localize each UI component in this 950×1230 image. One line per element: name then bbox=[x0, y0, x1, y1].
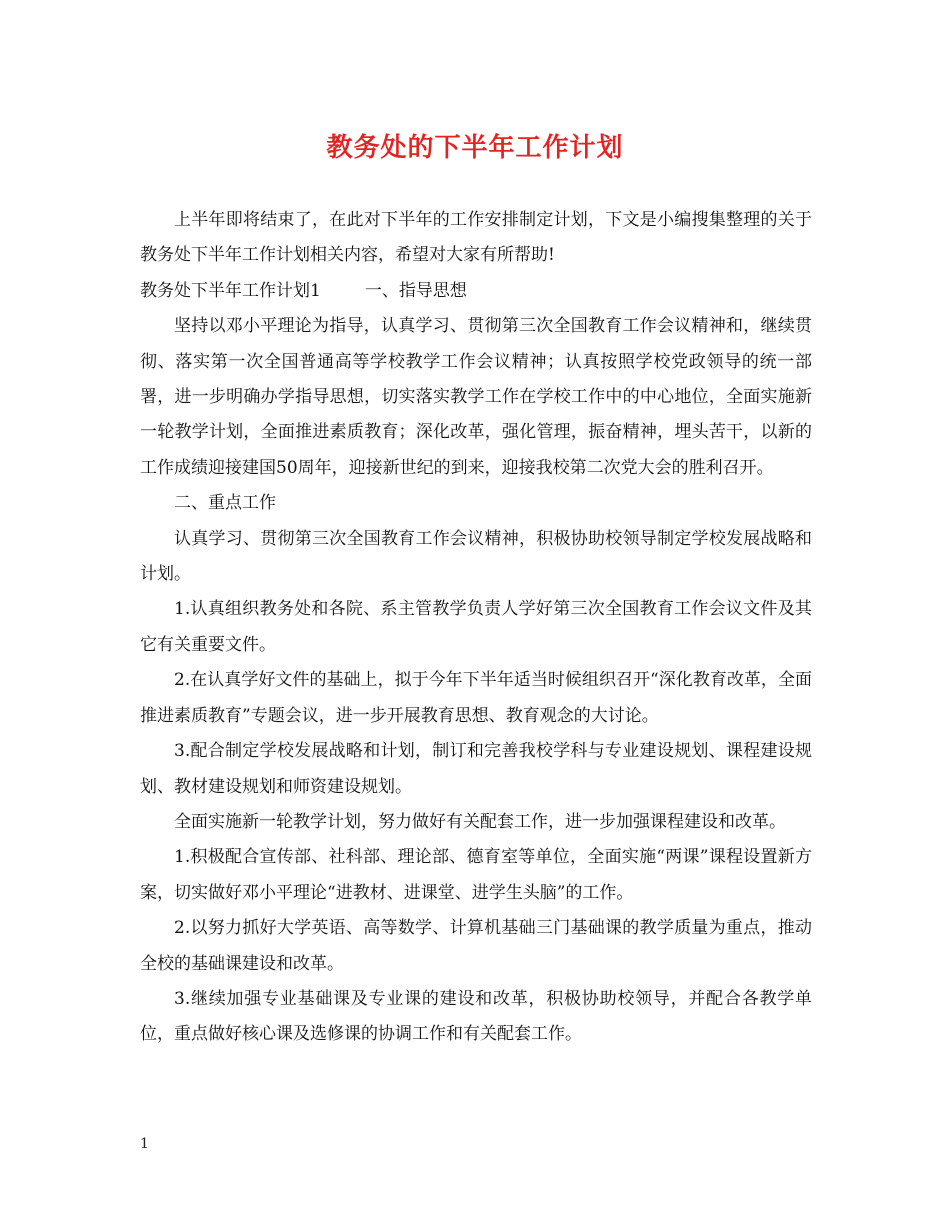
list-item: 1.积极配合宣传部、社科部、理论部、德育室等单位，全面实施“两课”课程设置新方案，切实做好邓小平理论“进教材、进课堂、进学生头脑”的工作。 bbox=[140, 847, 812, 903]
list-item: 1.认真组织教务处和各院、系主管教学负责人学好第三次全国教育工作会议文件及其它有关重要文件。 bbox=[140, 599, 812, 655]
section1-heading: 一、指导思想 bbox=[364, 280, 467, 301]
page-number: 1 bbox=[140, 1136, 149, 1152]
list-item: 3.继续加强专业基础课及专业课的建设和改革，积极协助校领导，并配合各教学单位，重点做好核心课及选修课的协调工作和有关配套工作。 bbox=[140, 988, 812, 1045]
section2-paragraph-1: 认真学习、贯彻第三次全国教育工作会议精神，积极协助校领导制定学校发展战略和计划。 bbox=[140, 528, 812, 585]
intro-paragraph: 上半年即将结束了，在此对下半年的工作安排制定计划，下文是小编搜集整理的关于教务处下半年工作计划相关内容，希望对大家有所帮助! bbox=[140, 210, 812, 266]
section2-paragraph-2: 全面实施新一轮教学计划，努力做好有关配套工作，进一步加强课程建设和改革。 bbox=[174, 811, 786, 832]
plan-label: 教务处下半年工作计划1 bbox=[140, 280, 321, 301]
list-item: 3.配合制定学校发展战略和计划，制订和完善我校学科与专业建设规划、课程建设规划、教材建设规划和师资建设规划。 bbox=[140, 741, 812, 797]
section2-heading: 二、重点工作 bbox=[174, 493, 276, 514]
list-item: 2.以努力抓好大学英语、高等数学、计算机基础三门基础课的教学质量为重点，推动全校的基础课建设和改革。 bbox=[140, 918, 812, 974]
list-item: 2.在认真学好文件的基础上，拟于今年下半年适当时候组织召开“深化教育改革，全面推进素质教育”专题会议，进一步开展教育思想、教育观念的大讨论。 bbox=[140, 670, 812, 726]
plan-heading-line bbox=[140, 274, 812, 309]
section1-paragraph: 坚持以邓小平理论为指导，认真学习、贯彻第三次全国教育工作会议精神和，继续贯彻、落实第一次全国普通高等学校教学工作会议精神；认真按照学校党政领导的统一部署，进一步明确办学指导思想，切实落实教学工作在学校工作中的中心地位，全面实施新一轮教学计划，全面推进素质教育；深化改革，强化管理，振奋精神，埋头苦干，以新的工作成绩迎接建国50周年，迎接新世纪的到来，迎接我校第二次党大会的胜利召开。 bbox=[140, 316, 812, 478]
document-body bbox=[140, 203, 812, 1053]
document-title: 教务处的下半年工作计划 bbox=[326, 133, 624, 163]
